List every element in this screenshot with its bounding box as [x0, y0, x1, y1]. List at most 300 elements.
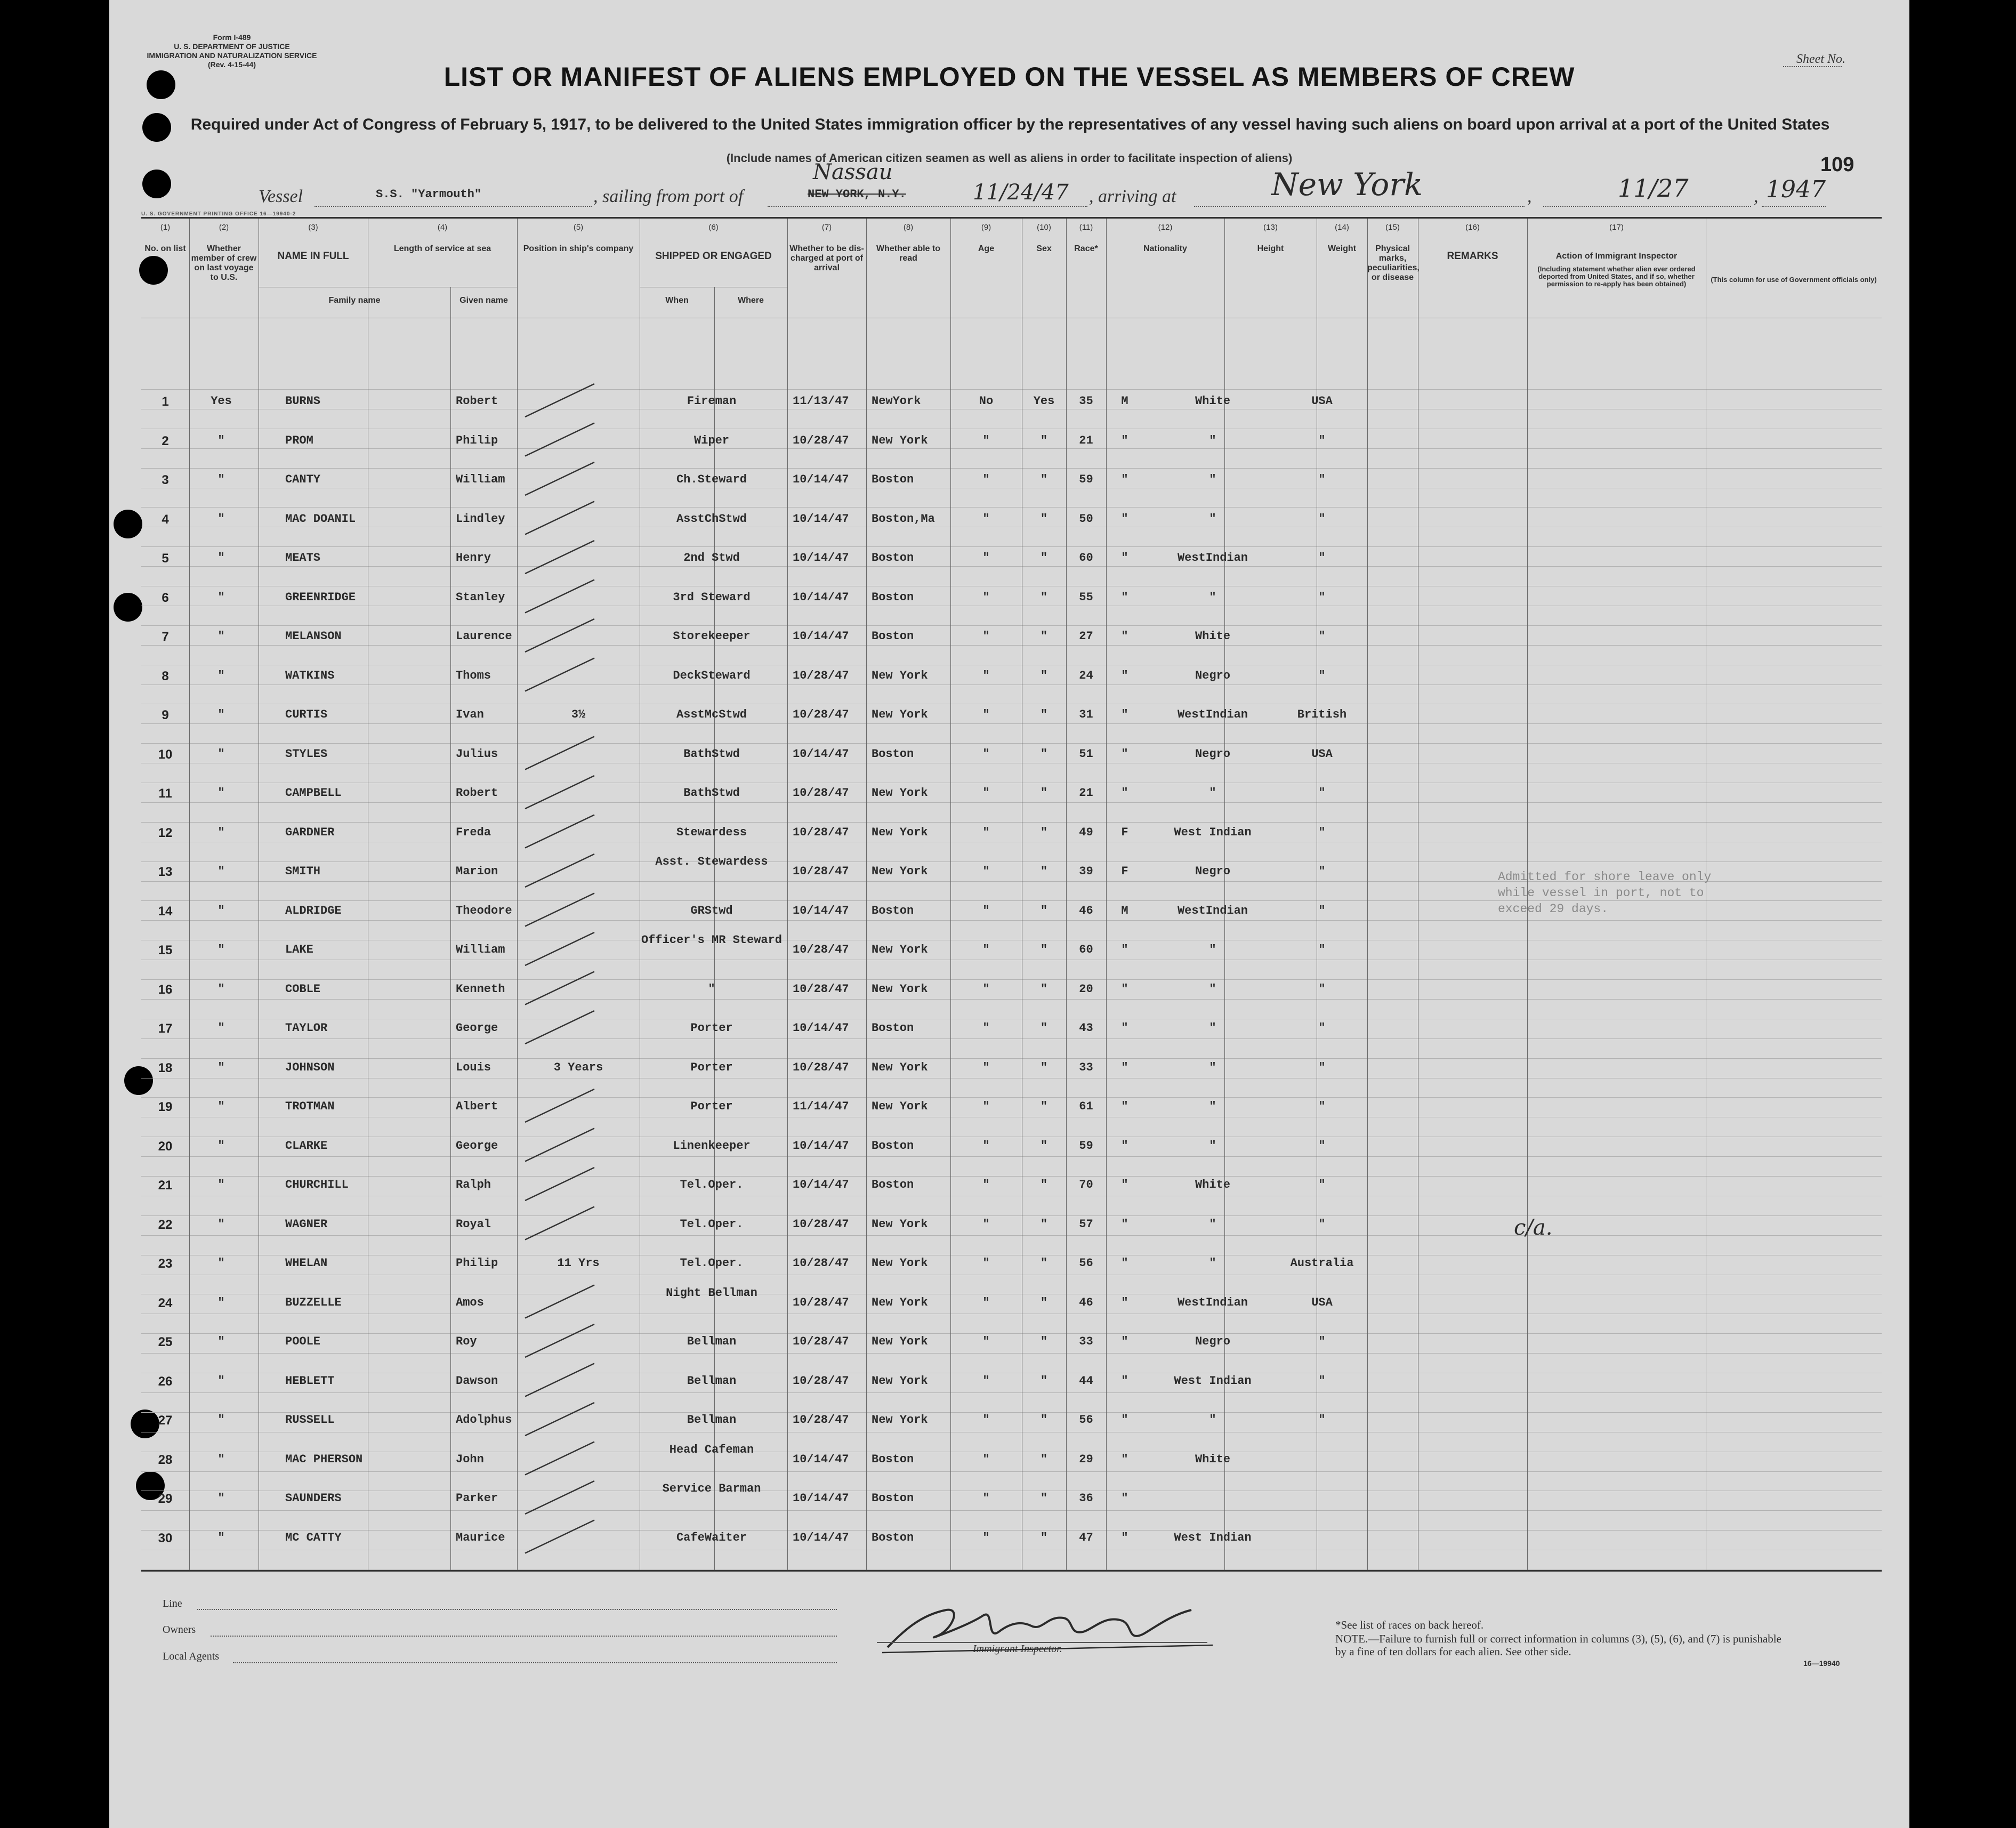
column-number: (15) [1385, 223, 1400, 232]
race: Negro [1195, 669, 1230, 682]
row-number: 21 [158, 1178, 173, 1193]
line-underline [197, 1609, 837, 1610]
vessel-label: Vessel [259, 187, 303, 206]
race: " [1209, 943, 1216, 956]
shipped-when: 10/28/47 [793, 1060, 849, 1074]
column-header-c17: Action of Immigrant Inspector [1555, 252, 1678, 261]
crew-last-voyage: " [217, 1100, 225, 1113]
column-header-c9: Age [978, 244, 995, 253]
service-tick-mark [525, 1324, 594, 1357]
sex: " [1121, 1452, 1128, 1466]
column-number: (14) [1335, 223, 1349, 232]
shipped-when: 10/14/47 [793, 1021, 849, 1035]
nationality: " [1318, 1413, 1326, 1427]
service-tick-mark [525, 462, 594, 495]
shipped-where: Boston [872, 551, 914, 565]
service-tick-mark [525, 1520, 594, 1553]
given-name: Kenneth [456, 982, 505, 996]
family-name: MAC DOANIL [285, 512, 356, 526]
given-name: Laurence [456, 630, 512, 643]
nationality: " [1318, 943, 1326, 956]
given-name: Maurice [456, 1531, 505, 1544]
row-number: 11 [158, 786, 172, 801]
discharged: " [982, 1492, 990, 1505]
shipped-where: Boston [872, 590, 914, 604]
agents-label: Local Agents [163, 1650, 220, 1662]
service-tick-mark [525, 1442, 594, 1475]
family-name: WHELAN [285, 1257, 328, 1270]
physical-note: c/a. [1514, 1215, 1553, 1240]
able-to-read: " [1040, 473, 1048, 486]
shipped-where: Boston,Ma [872, 512, 935, 526]
service-tick-mark [525, 854, 594, 887]
discharged: " [982, 1374, 990, 1388]
sex: " [1121, 1178, 1128, 1191]
given-name: Henry [456, 551, 491, 565]
service-length: 3 Years [553, 1060, 603, 1074]
sex: F [1121, 865, 1128, 878]
discharged: " [982, 1178, 990, 1191]
race: White [1195, 630, 1230, 643]
service-tick-mark [525, 384, 594, 417]
race: White [1195, 1452, 1230, 1466]
shipped-when: 10/14/47 [793, 1178, 849, 1191]
race: White [1195, 1178, 1230, 1191]
column-header-c10: Sex [1036, 244, 1052, 253]
form-number: Form I-489 [213, 33, 251, 42]
given-name: Philip [456, 433, 498, 447]
able-to-read: " [1040, 1060, 1048, 1074]
arriving-underline [1194, 206, 1525, 207]
crew-last-voyage: " [217, 1295, 225, 1309]
vessel-name: S.S. "Yarmouth" [376, 188, 482, 201]
crew-last-voyage: " [217, 1374, 225, 1388]
position: Tel.Oper. [680, 1257, 744, 1270]
row-number: 17 [158, 1021, 173, 1036]
row-number: 18 [158, 1060, 173, 1075]
sex: " [1121, 512, 1128, 526]
able-to-read: " [1040, 1178, 1048, 1191]
comma: , [1754, 187, 1759, 206]
column-number: (7) [821, 223, 832, 232]
binder-hole [142, 170, 171, 198]
shipped-when: 10/28/47 [793, 1257, 849, 1270]
column-header-when: When [665, 296, 689, 305]
discharged: " [982, 669, 990, 682]
family-name: BURNS [285, 394, 321, 408]
position: Bellman [687, 1374, 737, 1388]
age: 46 [1079, 904, 1093, 917]
column-header-c13: Height [1257, 244, 1284, 253]
able-to-read: " [1040, 865, 1048, 878]
race: Negro [1195, 747, 1230, 761]
crew-last-voyage: " [217, 1413, 225, 1427]
nationality: " [1318, 669, 1326, 682]
given-name: George [456, 1021, 498, 1035]
column-number: (17) [1609, 223, 1624, 232]
given-name: Ivan [456, 708, 484, 721]
remarks-stamp: Admitted for shore leave only while vessel in port, not to exceed 29 days. [1498, 870, 1719, 916]
sheet-label: Sheet No. [1796, 52, 1845, 66]
row-number: 16 [158, 982, 173, 997]
column-number: (1) [160, 223, 171, 232]
row-number: 5 [162, 551, 169, 566]
shipped-when: 10/28/47 [793, 1374, 849, 1388]
row-number: 2 [162, 433, 169, 448]
able-to-read: " [1040, 747, 1048, 761]
nationality: " [1318, 1178, 1326, 1191]
shipped-when: 11/14/47 [793, 1100, 849, 1113]
nationality: " [1318, 1335, 1326, 1348]
column-header-action-sub: (This column for use of Government officials only) [1711, 276, 1877, 284]
shipped-when: 10/28/47 [793, 865, 849, 878]
position: Tel.Oper. [680, 1217, 744, 1231]
races-note: *See list of races on back hereof. [1335, 1618, 1484, 1631]
position: BathStwd [683, 747, 740, 761]
column-header-c8: Whether able to read [876, 244, 940, 263]
nationality: Australia [1290, 1257, 1354, 1270]
able-to-read: " [1040, 904, 1048, 917]
inspector-label: Immigrant Inspector. [973, 1643, 1062, 1655]
shipped-when: 10/14/47 [793, 1492, 849, 1505]
position: 2nd Stwd [683, 551, 740, 565]
age: 43 [1079, 1021, 1093, 1035]
race: Negro [1195, 865, 1230, 878]
race: " [1209, 1139, 1216, 1153]
age: 70 [1079, 1178, 1093, 1191]
age: 61 [1079, 1100, 1093, 1113]
column-header-remarks-sub: (Including statement whether alien ever ordered deported from United States, and if so, whether permission to re-apply has been obtained) [1537, 265, 1696, 288]
crew-last-voyage: " [217, 1178, 225, 1191]
age: 21 [1079, 786, 1093, 800]
race: " [1209, 786, 1216, 800]
race: " [1209, 433, 1216, 447]
age: 44 [1079, 1374, 1093, 1388]
family-name: SAUNDERS [285, 1492, 342, 1505]
column-header-family-name: Family name [328, 296, 381, 305]
row-number: 28 [158, 1452, 173, 1467]
discharged: " [982, 433, 990, 447]
service-tick-mark [525, 1481, 594, 1514]
given-name: Dawson [456, 1374, 498, 1388]
service-tick-mark [525, 423, 594, 456]
position: AsstChStwd [676, 512, 747, 526]
sex: " [1121, 1021, 1128, 1035]
column-header-c1: No. on list [144, 244, 186, 253]
age: 55 [1079, 590, 1093, 604]
vessel-underline [315, 206, 592, 207]
sex: " [1121, 943, 1128, 956]
service-tick-mark [525, 893, 594, 927]
row-number: 13 [158, 865, 173, 879]
family-name: ALDRIDGE [285, 904, 342, 917]
sex: " [1121, 1139, 1128, 1153]
able-to-read: " [1040, 1139, 1048, 1153]
service-tick-mark [525, 1089, 594, 1122]
arrival-date: 11/27 [1618, 174, 1689, 203]
binder-hole [114, 510, 142, 538]
race: " [1209, 1217, 1216, 1231]
race: " [1209, 982, 1216, 996]
service-tick-mark [525, 502, 594, 535]
family-name: BUZZELLE [285, 1295, 342, 1309]
crew-last-voyage: " [217, 1492, 225, 1505]
crew-last-voyage: " [217, 433, 225, 447]
shipped-where: New York [872, 1335, 928, 1348]
discharged: " [982, 1295, 990, 1309]
service-tick-mark [525, 619, 594, 652]
position: Head Cafeman [669, 1443, 754, 1456]
sailing-date: 11/24/47 [973, 180, 1069, 205]
shipped-when: 10/14/47 [793, 630, 849, 643]
sex: " [1121, 1217, 1128, 1231]
shipped-when: 10/14/47 [793, 590, 849, 604]
family-name: MEATS [285, 551, 321, 565]
given-name: Amos [456, 1295, 484, 1309]
sex: " [1121, 630, 1128, 643]
crew-last-voyage: " [217, 825, 225, 839]
discharged: " [982, 1531, 990, 1544]
arrival-year: 1947 [1766, 176, 1826, 203]
column-header-c3: NAME IN FULL [277, 251, 349, 262]
row-number: 19 [158, 1100, 173, 1114]
row-number: 12 [158, 825, 173, 840]
shipped-where: Boston [872, 1178, 914, 1191]
shipped-where: New York [872, 1100, 928, 1113]
shipped-where: New York [872, 708, 928, 721]
shipped-where: New York [872, 825, 928, 839]
position: Porter [690, 1100, 733, 1113]
family-name: TROTMAN [285, 1100, 335, 1113]
crew-last-voyage: " [217, 1335, 225, 1348]
position: Linenkeeper [673, 1139, 751, 1153]
family-name: CAMPBELL [285, 786, 342, 800]
family-name: CLARKE [285, 1139, 328, 1153]
sex: " [1121, 473, 1128, 486]
nationality: " [1318, 590, 1326, 604]
age: 60 [1079, 551, 1093, 565]
sheet-number: 109 [1820, 154, 1854, 176]
sex: " [1121, 669, 1128, 682]
age: 21 [1079, 433, 1093, 447]
service-tick-mark [525, 1011, 594, 1044]
race: WestIndian [1177, 708, 1248, 721]
nationality: " [1318, 1139, 1326, 1153]
sailing-port-typed: NEW YORK, N.Y. [808, 188, 906, 201]
age: 46 [1079, 1295, 1093, 1309]
shipped-when: 10/28/47 [793, 1413, 849, 1427]
shipped-where: New York [872, 1257, 928, 1270]
fine-note: NOTE.—Failure to furnish full or correct information in columns (3), (5), (6), and (7) is punishable by a fine of ten dollars for each alien. See other side. [1335, 1632, 1781, 1658]
able-to-read: " [1040, 1021, 1048, 1035]
row-number: 22 [158, 1217, 173, 1232]
age: 20 [1079, 982, 1093, 996]
shipped-when: 10/28/47 [793, 1335, 849, 1348]
family-name: CANTY [285, 473, 321, 486]
shipped-when: 10/14/47 [793, 512, 849, 526]
discharged: " [982, 1139, 990, 1153]
crew-last-voyage: " [217, 1452, 225, 1466]
race: " [1209, 590, 1216, 604]
age: 59 [1079, 1139, 1093, 1153]
position: 3rd Steward [673, 590, 751, 604]
age: 51 [1079, 747, 1093, 761]
race: White [1195, 394, 1230, 408]
crew-last-voyage: " [217, 1217, 225, 1231]
able-to-read: " [1040, 551, 1048, 565]
age: 35 [1079, 394, 1093, 408]
able-to-read: " [1040, 1531, 1048, 1544]
sex: " [1121, 1492, 1128, 1505]
row-number: 7 [162, 630, 169, 644]
race: WestIndian [1177, 1295, 1248, 1309]
nationality: USA [1311, 747, 1333, 761]
able-to-read: " [1040, 433, 1048, 447]
nationality: " [1318, 1060, 1326, 1074]
age: 24 [1079, 669, 1093, 682]
race: " [1209, 1021, 1216, 1035]
subtitle: Required under Act of Congress of February 5, 1917, to be delivered to the United States immigration officer by the representatives of any vessel having such aliens on board upon arrival at a port of the United States [190, 116, 1830, 133]
age: 50 [1079, 512, 1093, 526]
crew-last-voyage: " [217, 904, 225, 917]
shipped-when: 10/14/47 [793, 904, 849, 917]
able-to-read: " [1040, 590, 1048, 604]
column-number: (9) [981, 223, 991, 232]
column-number: (11) [1079, 223, 1093, 232]
shipped-where: Boston [872, 1492, 914, 1505]
position: BathStwd [683, 786, 740, 800]
able-to-read: " [1040, 786, 1048, 800]
row-number: 3 [162, 473, 169, 487]
crew-last-voyage: " [217, 669, 225, 682]
shipped-where: Boston [872, 747, 914, 761]
given-name: Adolphus [456, 1413, 512, 1427]
service-tick-mark [525, 1403, 594, 1436]
sex: " [1121, 1531, 1128, 1544]
shipped-where: New York [872, 982, 928, 996]
shipped-when: 10/14/47 [793, 551, 849, 565]
service-tick-mark [525, 1285, 594, 1318]
row-number: 6 [162, 590, 169, 605]
shipped-when: 10/14/47 [793, 1531, 849, 1544]
able-to-read: " [1040, 1335, 1048, 1348]
position: AsstMcStwd [676, 708, 747, 721]
column-header-c16: REMARKS [1447, 251, 1498, 262]
discharged: " [982, 708, 990, 721]
column-header-where: Where [738, 296, 764, 305]
manifest-table [141, 217, 1882, 1572]
shipped-when: 10/28/47 [793, 786, 849, 800]
nationality: " [1318, 904, 1326, 917]
sex: " [1121, 1100, 1128, 1113]
shipped-when: 10/28/47 [793, 669, 849, 682]
family-name: POOLE [285, 1335, 321, 1348]
age: 49 [1079, 825, 1093, 839]
able-to-read: " [1040, 1413, 1048, 1427]
able-to-read: " [1040, 1374, 1048, 1388]
crew-last-voyage: Yes [211, 394, 232, 408]
discharged: No [979, 394, 994, 408]
race: " [1209, 1413, 1216, 1427]
given-name: William [456, 473, 505, 486]
race: " [1209, 1257, 1216, 1270]
column-number: (3) [308, 223, 318, 232]
given-name: Parker [456, 1492, 498, 1505]
able-to-read: " [1040, 1217, 1048, 1231]
column-number: (13) [1263, 223, 1278, 232]
able-to-read: " [1040, 1492, 1048, 1505]
position: Porter [690, 1021, 733, 1035]
given-name: Albert [456, 1100, 498, 1113]
sex: " [1121, 1257, 1128, 1270]
family-name: GARDNER [285, 825, 335, 839]
given-name: Robert [456, 394, 498, 408]
shipped-where: New York [872, 865, 928, 878]
column-number: (8) [903, 223, 914, 232]
given-name: Robert [456, 786, 498, 800]
comma: , [1527, 187, 1532, 206]
able-to-read: " [1040, 669, 1048, 682]
nationality: " [1318, 433, 1326, 447]
family-name: STYLES [285, 747, 328, 761]
manifest-sheet [109, 0, 1909, 1828]
shipped-where: New York [872, 1217, 928, 1231]
crew-last-voyage: " [217, 1139, 225, 1153]
shipped-when: 10/28/47 [793, 1217, 849, 1231]
age: 57 [1079, 1217, 1093, 1231]
shipped-where: Boston [872, 1531, 914, 1544]
given-name: Freda [456, 825, 491, 839]
binder-hole [114, 593, 142, 622]
sex: " [1121, 786, 1128, 800]
race: WestIndian [1177, 551, 1248, 565]
shipped-when: 10/28/47 [793, 433, 849, 447]
sex: " [1121, 1413, 1128, 1427]
binder-hole [142, 113, 171, 142]
shipped-when: 11/13/47 [793, 394, 849, 408]
column-header-c4: Length of service at sea [393, 244, 491, 253]
line-label: Line [163, 1598, 182, 1609]
sex: F [1121, 825, 1128, 839]
nationality: " [1318, 1217, 1326, 1231]
column-header-c15: Physical marks, peculiarities, or disease [1367, 244, 1420, 282]
sailing-port-handwritten: Nassau [813, 160, 893, 184]
race: Negro [1195, 1335, 1230, 1348]
race: " [1209, 1060, 1216, 1074]
nationality: " [1318, 865, 1326, 878]
shipped-where: New York [872, 433, 928, 447]
given-name: Royal [456, 1217, 491, 1231]
crew-last-voyage: " [217, 982, 225, 996]
position: Bellman [687, 1335, 737, 1348]
position: DeckSteward [673, 669, 751, 682]
age: 60 [1079, 943, 1093, 956]
nationality: British [1297, 708, 1347, 721]
shipped-where: Boston [872, 904, 914, 917]
race: West Indian [1174, 1374, 1252, 1388]
column-header-c6: SHIPPED OR ENGAGED [655, 251, 772, 262]
sex: " [1121, 590, 1128, 604]
row-number: 29 [158, 1492, 173, 1506]
position: Night Bellman [666, 1286, 757, 1300]
service-tick-mark [525, 1129, 594, 1162]
nationality: " [1318, 1374, 1326, 1388]
shipped-where: Boston [872, 1452, 914, 1466]
crew-last-voyage: " [217, 590, 225, 604]
nationality: " [1318, 786, 1326, 800]
shipped-when: 10/28/47 [793, 982, 849, 996]
service-tick-mark [525, 932, 594, 965]
